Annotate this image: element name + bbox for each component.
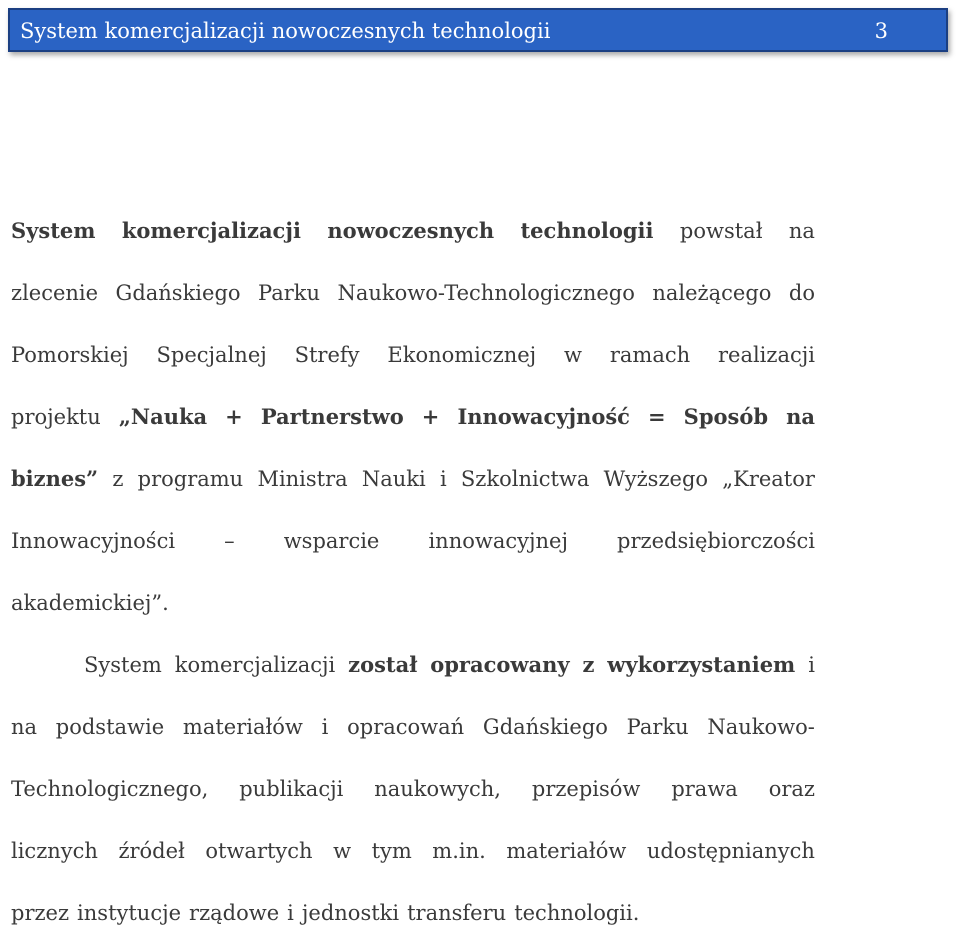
text-line [11,572,815,634]
word: materiałów [506,839,627,863]
word: – [224,529,235,553]
word: Szkolnictwa [460,467,590,491]
word: na [11,715,38,739]
word: prawa [671,777,738,801]
word: = [648,404,666,429]
word: programu [137,467,244,491]
word: akademickiej”. [11,591,169,615]
word: komercjalizacji [174,653,336,677]
word: opracowań [347,715,465,739]
word: technologii. [514,901,640,925]
word: Technologicznego, [11,777,209,801]
word: z [112,467,124,491]
text-line [11,696,815,758]
word: komercjalizacji [121,218,301,243]
word: otwartych [205,839,313,863]
text-line [11,820,815,882]
word: wykorzystaniem [607,652,796,677]
word: na [786,404,815,429]
word: i [321,715,329,739]
word: oraz [768,777,815,801]
document-body [11,200,815,944]
word: System [84,653,162,677]
word: System [11,218,96,243]
word: do [788,281,815,305]
word: udostępnianych [646,839,815,863]
word: innowacyjnej [428,529,568,553]
word: Innowacyjność [457,404,630,429]
word: publikacji [239,777,344,801]
word: w [333,839,352,863]
word: licznych [11,839,98,863]
text-line [11,200,815,262]
word: w [564,343,583,367]
word: Partnerstwo [260,404,404,429]
word: Parku [258,281,321,305]
word: należącego [652,281,772,305]
word: nowoczesnych [327,218,495,243]
word: tym [371,839,412,863]
word: powstał [679,219,763,243]
word: Parku [626,715,689,739]
word: jednostki [301,901,400,925]
word: rządowe [189,901,280,925]
word: i [808,653,815,677]
word: zlecenie [11,281,99,305]
word: instytucje [77,901,182,925]
word: z [582,652,595,677]
word: Ministra [257,467,348,491]
word: Ekonomicznej [387,343,537,367]
word: został [348,652,418,677]
word: przedsiębiorczości [617,529,815,553]
word: i [439,467,447,491]
word: biznes” [11,466,99,491]
text-line [11,510,815,572]
word: „Kreator [722,467,815,491]
word: Gdańskiego [115,281,241,305]
word: opracowany [430,652,570,677]
text-line [11,448,815,510]
text-line [11,324,815,386]
header-title: System komercjalizacji nowoczesnych technologii [20,19,551,43]
paragraph-2 [11,634,815,944]
text-line [11,758,815,820]
word: Sposób [683,404,769,429]
word: ramach [609,343,691,367]
page-number: 3 [874,19,888,43]
word: Nauki [361,467,426,491]
word: Wyższego [603,467,709,491]
text-line [11,386,815,448]
word: Naukowo-Technologicznego [337,281,635,305]
word: + [421,404,440,429]
word: materiałów [182,715,303,739]
word: przepisów [531,777,641,801]
word: Innowacyjności [11,529,176,553]
word: i [287,901,294,925]
word: Pomorskiej [11,343,129,367]
word: transferu [407,901,507,925]
word: na [788,219,815,243]
word: realizacji [717,343,815,367]
word: naukowych, [374,777,501,801]
word: projektu [11,405,101,429]
word: Specjalnej [156,343,267,367]
word: podstawie [55,715,165,739]
word: Gdańskiego [482,715,608,739]
text-line [11,634,815,696]
word: technologii [520,218,654,243]
word: przez [11,901,70,925]
word: „Nauka [118,404,208,429]
word: Strefy [294,343,360,367]
word: Naukowo- [707,715,815,739]
page-header [8,8,948,52]
text-line [11,262,815,324]
text-line [11,882,815,944]
word: wsparcie [283,529,380,553]
paragraph-1 [11,200,815,634]
word: + [225,404,243,429]
word: źródeł [118,839,185,863]
word: m.in. [432,839,486,863]
